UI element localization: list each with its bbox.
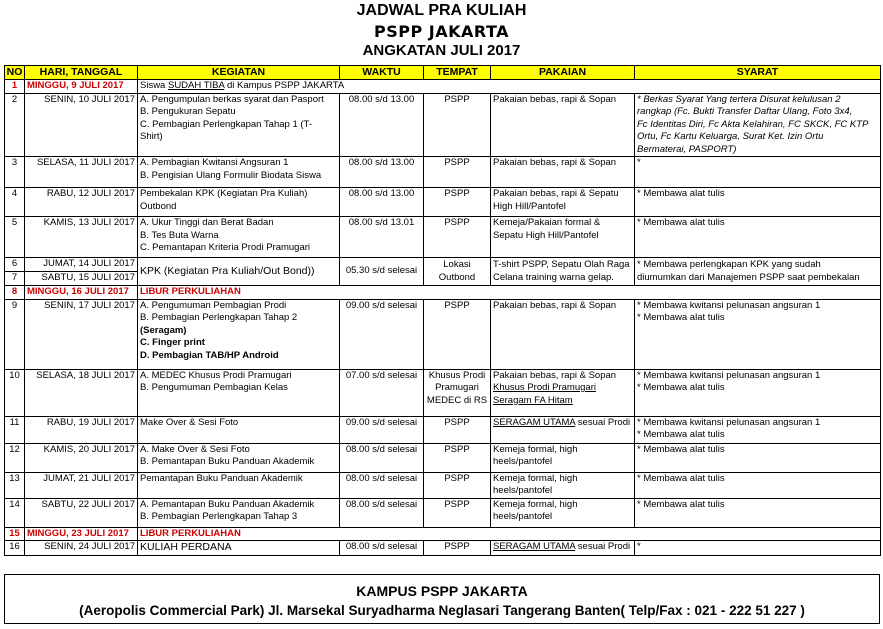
row-attire-line: Kemeja formal, high xyxy=(493,472,578,484)
uniform-emphasis: SERAGAM UTAMA xyxy=(493,541,576,552)
row-activity-line: B. Pengukuran Sepatu xyxy=(140,106,236,117)
row-attire xyxy=(491,498,635,527)
row-activity-line: (Seragam) xyxy=(140,324,187,336)
table-row xyxy=(5,541,881,556)
row-activity-line: A. Make Over & Sesi Foto xyxy=(140,443,250,455)
row-place: Khusus Prodi Pramugari MEDEC di RS xyxy=(424,369,491,416)
row-requirements xyxy=(635,188,881,217)
row-requirements-line: * Membawa alat tulis xyxy=(637,382,725,393)
row-activity xyxy=(138,369,340,416)
row-activity xyxy=(138,157,340,188)
row-requirements-line: Bermaterai, PASPORT) xyxy=(637,143,737,155)
row-attire-line: Pakaian bebas, rapi & Sepatu xyxy=(493,188,619,199)
row-activity-line: B. Pemantapan Buku Panduan Akademik xyxy=(140,456,315,467)
row-time: 07.00 s/d selesai xyxy=(340,369,424,416)
row-attire xyxy=(491,472,635,498)
row-time: 08.00 s/d 13.00 xyxy=(340,157,424,188)
table-row xyxy=(5,80,881,94)
table-header-row xyxy=(5,66,881,80)
row-requirements-line: Fc Identitas Diri, Fc Akta Kelahiran, FC SKCK, FC KTP xyxy=(637,118,869,130)
row-activity-line: Shirt) xyxy=(140,131,163,142)
row-activity-line: B. Pengumuman Pembagian Kelas xyxy=(140,382,288,393)
row-place: Lokasi Outbond xyxy=(424,258,491,286)
row-attire-line: Pakaian bebas, rapi & Sopan xyxy=(493,157,617,168)
row-requirements xyxy=(635,443,881,472)
row-date: SELASA, 18 JULI 2017 xyxy=(25,369,138,416)
col-header-activity: KEGIATAN xyxy=(138,66,340,80)
row-activity-line: LIBUR PERKULIAHAN xyxy=(140,286,241,297)
row-requirements-line: * Membawa alat tulis xyxy=(637,443,725,455)
row-requirements-line: diumumkan dari Manajemen PSPP saat pembekalan xyxy=(637,271,860,283)
row-attire-line: heels/pantofel xyxy=(493,511,553,522)
row-number: 7 xyxy=(5,272,25,286)
row-requirements-line: * Membawa alat tulis xyxy=(637,312,725,323)
row-activity-line: A. Pemantapan Buku Panduan Akademik xyxy=(140,498,315,510)
row-date: SABTU, 22 JULI 2017 xyxy=(25,498,138,527)
row-place: PSPP xyxy=(424,299,491,369)
row-attire-line: Kemeja formal, high xyxy=(493,498,578,510)
row-attire-line: Kemeja formal, high xyxy=(493,443,578,455)
row-time: 08.00 s/d selesai xyxy=(340,443,424,472)
uniform-emphasis: SERAGAM UTAMA xyxy=(493,416,576,428)
table-row xyxy=(5,299,881,369)
row-requirements xyxy=(635,369,881,416)
row-number: 9 xyxy=(5,299,25,369)
table-row xyxy=(5,286,881,300)
row-date: SENIN, 24 JULI 2017 xyxy=(25,541,138,556)
row-number: 14 xyxy=(5,498,25,527)
row-attire-line: High Hill/Pantofel xyxy=(493,200,566,212)
row-requirements xyxy=(635,258,881,286)
campus-name: KAMPUS PSPP JAKARTA xyxy=(356,583,528,599)
row-number: 16 xyxy=(5,541,25,556)
row-number: 8 xyxy=(5,286,25,300)
row-requirements-line: * Membawa perlengkapan KPK yang sudah xyxy=(637,259,821,270)
row-activity xyxy=(138,286,881,300)
row-number: 12 xyxy=(5,443,25,472)
institution-title: PSPP JAKARTA xyxy=(373,22,510,41)
row-activity-line: Pemantapan Buku Panduan Akademik xyxy=(140,472,303,484)
row-date: JUMAT, 21 JULI 2017 xyxy=(25,472,138,498)
col-header-time: WAKTU xyxy=(340,66,424,80)
row-attire-line: Pakaian bebas, rapi & Sopan xyxy=(493,93,617,105)
row-number: 4 xyxy=(5,188,25,217)
row-activity xyxy=(138,217,340,258)
row-attire xyxy=(491,188,635,217)
col-header-no: NO xyxy=(5,66,25,80)
row-requirements-line: * xyxy=(637,157,641,168)
row-time: 05.30 s/d selesai xyxy=(340,258,424,286)
table-row xyxy=(5,157,881,188)
row-place: PSPP xyxy=(424,498,491,527)
row-activity xyxy=(138,498,340,527)
row-time: 08.00 s/d 13.00 xyxy=(340,93,424,157)
row-activity-line: A. Pengumuman Pembagian Prodi xyxy=(140,299,287,311)
row-number: 15 xyxy=(5,527,25,541)
row-activity-line: Make Over & Sesi Foto xyxy=(140,416,239,428)
row-place: PSPP xyxy=(424,472,491,498)
row-requirements-line: rangkap (Fc. Bukti Transfer Daftar Ulang, Foto 3x4, xyxy=(637,106,853,117)
row-requirements-line: * Membawa alat tulis xyxy=(637,429,725,440)
row-place: PSPP xyxy=(424,93,491,157)
row-number: 6 xyxy=(5,258,25,272)
row-attire-line: heels/pantofel xyxy=(493,456,553,467)
row-activity-line: B. Pengisian Ulang Formulir Biodata Siswa xyxy=(140,169,322,181)
row-attire xyxy=(491,416,635,443)
row-activity xyxy=(138,527,881,541)
row-attire-line: Kemeja/Pakaian formal & xyxy=(493,217,601,228)
row-date: SENIN, 10 JULI 2017 xyxy=(25,93,138,157)
row-activity-line: D. Pembagian TAB/HP Android xyxy=(140,349,279,361)
schedule-title: JADWAL PRA KULIAH xyxy=(356,2,527,19)
row-date: SABTU, 15 JULI 2017 xyxy=(25,272,138,286)
arrival-emphasis: SUDAH TIBA xyxy=(167,80,225,91)
row-date: SENIN, 17 JULI 2017 xyxy=(25,299,138,369)
table-row xyxy=(5,527,881,541)
row-place: PSPP xyxy=(424,217,491,258)
row-number: 11 xyxy=(5,416,25,443)
row-activity-line: A. Pembagian Kwitansi Angsuran 1 xyxy=(140,157,289,168)
row-activity-line: LIBUR PERKULIAHAN xyxy=(140,527,241,539)
row-requirements xyxy=(635,157,881,188)
row-attire-line: SERAGAM UTAMA sesuai Prodi xyxy=(493,541,631,552)
row-place: PSPP xyxy=(424,443,491,472)
row-time: 08.00 s/d selesai xyxy=(340,472,424,498)
row-time: 09.00 s/d selesai xyxy=(340,299,424,369)
row-place: PSPP xyxy=(424,416,491,443)
row-activity xyxy=(138,472,340,498)
row-activity-line: Pembekalan KPK (Kegiatan Pra Kuliah) xyxy=(140,188,308,199)
row-number: 13 xyxy=(5,472,25,498)
row-attire-line: Seragam FA Hitam xyxy=(493,394,573,406)
batch-title: ANGKATAN JULI 2017 xyxy=(362,42,521,59)
row-activity xyxy=(138,416,340,443)
row-date: RABU, 12 JULI 2017 xyxy=(25,188,138,217)
row-attire-line: T-shirt PSPP, Sepatu Olah Raga xyxy=(493,259,630,270)
row-activity xyxy=(138,93,340,157)
table-row xyxy=(5,188,881,217)
col-header-place: TEMPAT xyxy=(424,66,491,80)
row-requirements xyxy=(635,416,881,443)
schedule-table xyxy=(4,65,881,556)
table-row xyxy=(5,93,881,157)
row-requirements xyxy=(635,498,881,527)
col-header-date: HARI, TANGGAL xyxy=(25,66,138,80)
row-time: 09.00 s/d selesai xyxy=(340,416,424,443)
row-requirements-line: * Membawa kwitansi pelunasan angsuran 1 xyxy=(637,416,821,428)
row-activity-line: B. Pembagian Perlengkapan Tahap 2 xyxy=(140,312,298,323)
table-row xyxy=(5,258,881,272)
table-row xyxy=(5,472,881,498)
row-number: 3 xyxy=(5,157,25,188)
row-place: PSPP xyxy=(424,541,491,556)
row-activity xyxy=(138,80,881,94)
col-header-requirements: SYARAT xyxy=(635,66,881,80)
row-date: KAMIS, 20 JULI 2017 xyxy=(25,443,138,472)
row-attire xyxy=(491,258,635,286)
row-time: 08.00 s/d 13.01 xyxy=(340,217,424,258)
row-date: MINGGU, 16 JULI 2017 xyxy=(25,286,138,300)
row-activity-line: A. Pengumpulan berkas syarat dan Pasport xyxy=(140,93,324,105)
row-requirements-line: * xyxy=(637,541,641,552)
row-attire-line: Khusus Prodi Pramugari xyxy=(493,382,596,393)
campus-address: (Aeropolis Commercial Park) Jl. Marsekal Suryadharma Neglasari Tangerang Banten( Telp/Fax : 021 - 222 51 227 ) xyxy=(79,603,805,618)
row-time: 08.00 s/d selesai xyxy=(340,541,424,556)
row-place: PSPP xyxy=(424,157,491,188)
row-activity-line: KULIAH PERDANA xyxy=(140,541,232,553)
row-requirements-line: * Membawa alat tulis xyxy=(637,472,725,484)
row-date: MINGGU, 23 JULI 2017 xyxy=(25,527,138,541)
row-attire-line: SERAGAM UTAMA sesuai Prodi xyxy=(493,416,631,428)
row-number: 10 xyxy=(5,369,25,416)
row-date: KAMIS, 13 JULI 2017 xyxy=(25,217,138,258)
table-row xyxy=(5,416,881,443)
row-activity-line: A. MEDEC Khusus Prodi Pramugari xyxy=(140,369,292,381)
row-number: 2 xyxy=(5,93,25,157)
campus-footer xyxy=(4,574,880,624)
row-requirements xyxy=(635,472,881,498)
row-requirements xyxy=(635,93,881,157)
row-attire xyxy=(491,299,635,369)
row-activity-line: Outbond xyxy=(140,200,177,212)
row-activity-line: C. Pembagian Perlengkapan Tahap 1 (T- xyxy=(140,118,312,130)
row-attire xyxy=(491,217,635,258)
table-row xyxy=(5,443,881,472)
row-activity-line: KPK (Kegiatan Pra Kuliah/Out Bond)) xyxy=(140,265,315,278)
row-attire xyxy=(491,443,635,472)
row-requirements-line: * Membawa alat tulis xyxy=(637,188,725,199)
table-row xyxy=(5,498,881,527)
row-date: RABU, 19 JULI 2017 xyxy=(25,416,138,443)
row-requirements xyxy=(635,541,881,556)
table-row xyxy=(5,369,881,416)
row-attire-line: Pakaian bebas, rapi & Sopan xyxy=(493,299,617,311)
row-requirements xyxy=(635,217,881,258)
row-activity-line: Siswa SUDAH TIBA di Kampus PSPP JAKARTA xyxy=(140,80,345,91)
row-attire xyxy=(491,93,635,157)
row-attire-line: Pakaian bebas, rapi & Sopan xyxy=(493,369,617,381)
row-number: 5 xyxy=(5,217,25,258)
row-requirements xyxy=(635,299,881,369)
row-activity-line: C. Pemantapan Kriteria Prodi Pramugari xyxy=(140,242,311,253)
row-activity xyxy=(138,541,340,556)
row-attire-line: heels/pantofel xyxy=(493,485,553,496)
row-date: MINGGU, 9 JULI 2017 xyxy=(25,80,138,94)
row-activity xyxy=(138,299,340,369)
row-requirements-line: Ortu, Fc Kartu Keluarga, Surat Ket. Izin Ortu xyxy=(637,131,824,142)
row-activity-line: B. Tes Buta Warna xyxy=(140,229,219,241)
row-place: PSPP xyxy=(424,188,491,217)
row-activity-line: B. Pembagian Perlengkapan Tahap 3 xyxy=(140,511,298,522)
row-activity xyxy=(138,258,340,286)
col-header-attire: PAKAIAN xyxy=(491,66,635,80)
row-attire xyxy=(491,157,635,188)
row-attire-line: Celana training warna gelap. xyxy=(493,271,614,283)
row-requirements-line: * Membawa kwitansi pelunasan angsuran 1 xyxy=(637,299,821,311)
row-requirements-line: * Membawa alat tulis xyxy=(637,498,725,510)
row-activity xyxy=(138,443,340,472)
row-time: 08.00 s/d selesai xyxy=(340,498,424,527)
row-time: 08.00 s/d 13.00 xyxy=(340,188,424,217)
row-date: JUMAT, 14 JULI 2017 xyxy=(25,258,138,272)
row-activity xyxy=(138,188,340,217)
row-requirements-line: * Berkas Syarat Yang tertera Disurat kelulusan 2 xyxy=(637,93,841,105)
row-attire xyxy=(491,541,635,556)
row-attire xyxy=(491,369,635,416)
row-attire-line: Sepatu High Hill/Pantofel xyxy=(493,229,599,241)
row-number: 1 xyxy=(5,80,25,94)
row-requirements-line: * Membawa alat tulis xyxy=(637,217,725,228)
row-activity-line: A. Ukur Tinggi dan Berat Badan xyxy=(140,217,274,228)
row-requirements-line: * Membawa kwitansi pelunasan angsuran 1 xyxy=(637,369,821,381)
row-activity-line: C. Finger print xyxy=(140,337,205,348)
table-row xyxy=(5,217,881,258)
row-date: SELASA, 11 JULI 2017 xyxy=(25,157,138,188)
